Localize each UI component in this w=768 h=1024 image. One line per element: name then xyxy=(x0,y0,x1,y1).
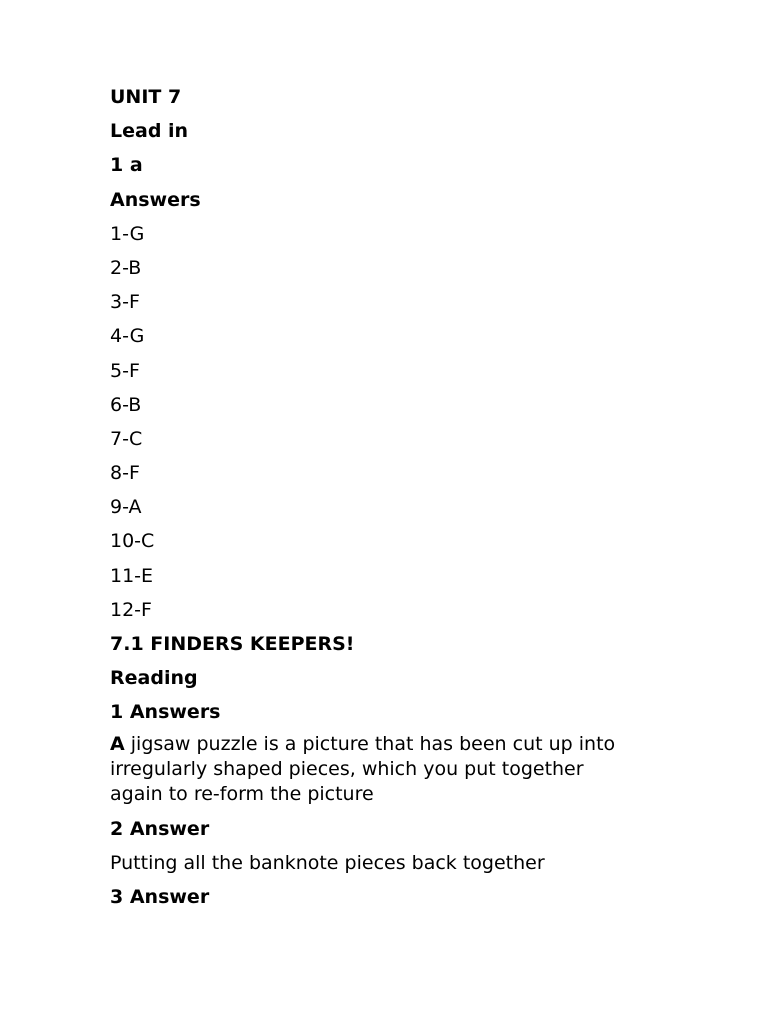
answer-item: 7-C xyxy=(110,427,143,450)
answer-item: 3-F xyxy=(110,291,140,314)
answer-item: 9-A xyxy=(110,496,142,519)
answer-item: 4-G xyxy=(110,325,145,348)
unit-heading: UNIT 7 xyxy=(110,86,182,108)
question-3-heading: 3 Answer xyxy=(110,885,210,908)
question-1-answer xyxy=(110,732,640,807)
answer-item: 5-F xyxy=(110,359,140,382)
answer-item: 1-G xyxy=(110,222,145,245)
question-2-heading: 2 Answer xyxy=(110,817,210,840)
answer-item: 2-B xyxy=(110,256,142,279)
answer-item: 8-F xyxy=(110,462,140,485)
section-heading: 7.1 FINDERS KEEPERS! xyxy=(110,633,355,655)
answer-item: 6-B xyxy=(110,393,142,416)
lead-in-heading: Lead in xyxy=(110,120,189,143)
exercise-1a-label: 1 a xyxy=(110,154,143,177)
question-1-heading: 1 Answers xyxy=(110,701,221,724)
answer-item: 10-C xyxy=(110,530,155,553)
question-1-answer-text: jigsaw puzzle is a picture that has been cut up into irregularly shaped pieces, which you put together again to re-form the picture xyxy=(110,732,616,805)
question-1-answer-lead: A xyxy=(110,732,125,755)
question-2-answer: Putting all the banknote pieces back together xyxy=(110,851,545,874)
answer-list xyxy=(110,221,640,631)
answer-item: 12-F xyxy=(110,598,152,621)
answers-heading: Answers xyxy=(110,188,201,211)
answer-item: 11-E xyxy=(110,564,154,587)
reading-heading: Reading xyxy=(110,667,198,690)
document-page xyxy=(110,84,640,918)
